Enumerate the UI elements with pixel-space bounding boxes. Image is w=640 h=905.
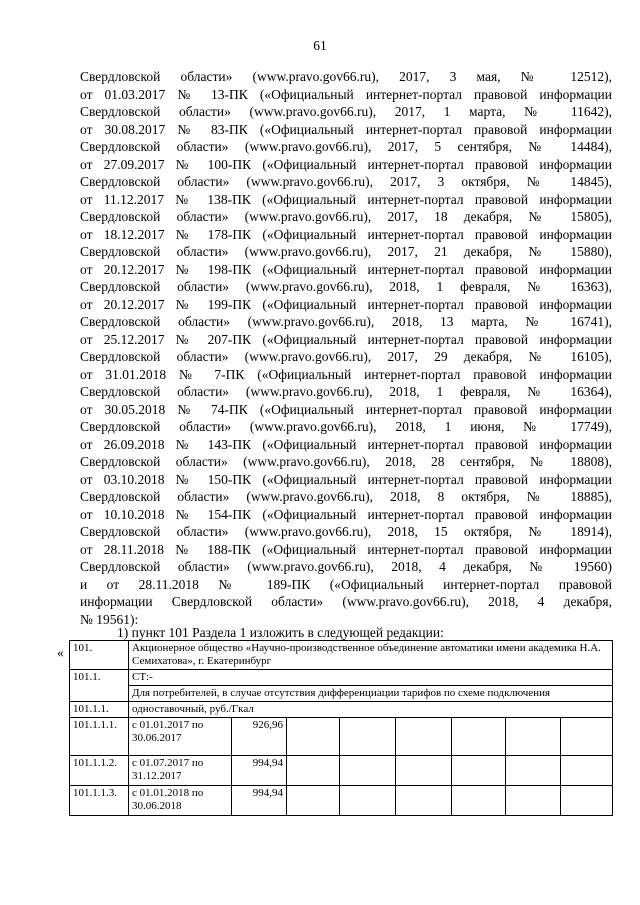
text-line: от 26.09.2018 № 143-ПК («Официальный интернет-портал правовой информации — [80, 436, 612, 452]
table-row — [70, 686, 613, 702]
period-cell: с 01.01.2018 по 30.06.2018 — [129, 786, 232, 816]
empty-cell — [452, 786, 506, 816]
table-row — [70, 670, 613, 686]
empty-cell — [561, 756, 613, 786]
text-line: от 25.12.2017 № 207-ПК («Официальный интернет-портал правовой информации — [80, 331, 612, 347]
empty-cell — [287, 786, 340, 816]
consumer-note: Для потребителей, в случае отсутствия дифференциации тарифов по схеме подключения — [129, 686, 613, 702]
text-line: № 19561): — [80, 611, 139, 627]
text-line: от 28.11.2018 № 188-ПК («Официальный интернет-портал правовой информации — [80, 541, 612, 557]
text-line: от 20.12.2017 № 198-ПК («Официальный интернет-портал правовой информации — [80, 261, 612, 277]
row-code: 101. — [70, 641, 129, 670]
page-number: 61 — [313, 38, 327, 53]
empty-cell — [396, 786, 452, 816]
text-line: от 18.12.2017 № 178-ПК («Официальный интернет-портал правовой информации — [80, 226, 612, 242]
amendment-item-title: 1) пункт 101 Раздела 1 изложить в следующей редакции: — [117, 625, 444, 640]
row-code: 101.1.1. — [70, 702, 129, 718]
text-line: от 31.01.2018 № 7-ПК («Официальный интернет-портал правовой информации — [80, 366, 612, 382]
table-row — [70, 641, 613, 670]
text-line: Свердловской области» (www.pravo.gov66.ru), 2018, 4 декабря, № 19560) — [80, 559, 612, 574]
text-line: Свердловской области» (www.pravo.gov66.ru), 2017, 3 октября, № 14845), — [80, 174, 612, 189]
empty-cell — [506, 786, 561, 816]
system-code: СТ:- — [129, 670, 613, 686]
text-line: от 30.08.2017 № 83-ПК («Официальный интернет-портал правовой информации — [80, 121, 612, 137]
empty-cell — [340, 756, 396, 786]
row-code: 101.1.1.3. — [70, 786, 129, 816]
tariff-value: 994,94 — [232, 786, 287, 816]
empty-cell — [561, 718, 613, 756]
empty-cell — [452, 718, 506, 756]
text-line: от 20.12.2017 № 199-ПК («Официальный интернет-портал правовой информации — [80, 296, 612, 312]
text-line: Свердловской области» (www.pravo.gov66.ru), 2018, 1 февраля, № 16364), — [80, 384, 612, 399]
text-line: от 27.09.2017 № 100-ПК («Официальный интернет-портал правовой информации — [80, 156, 612, 172]
text-line: Свердловской области» (www.pravo.gov66.ru), 2017, 5 сентября, № 14484), — [80, 139, 612, 154]
text-line: Свердловской области» (www.pravo.gov66.ru), 2017, 3 мая, № 12512), — [80, 69, 612, 84]
table-row — [70, 702, 613, 718]
text-line: Свердловской области» (www.pravo.gov66.ru), 2018, 13 марта, № 16741), — [80, 314, 612, 329]
table-row — [70, 756, 613, 786]
text-line: Свердловской области» (www.pravo.gov66.ru), 2018, 28 сентября, № 18808), — [80, 454, 612, 469]
text-line: Свердловской области» (www.pravo.gov66.ru), 2018, 1 июня, № 17749), — [80, 419, 612, 434]
text-line: Свердловской области» (www.pravo.gov66.ru), 2017, 29 декабря, № 16105), — [80, 349, 612, 364]
text-line: от 11.12.2017 № 138-ПК («Официальный интернет-портал правовой информации — [80, 191, 612, 207]
empty-cell — [506, 718, 561, 756]
text-line: Свердловской области» (www.pravo.gov66.ru), 2017, 1 марта, № 11642), — [80, 104, 612, 119]
empty-cell — [287, 718, 340, 756]
empty-cell — [506, 756, 561, 786]
row-code: 101.1.1.2. — [70, 756, 129, 786]
period-cell: с 01.07.2017 по 31.12.2017 — [129, 756, 232, 786]
tariff-value: 926,96 — [232, 718, 287, 756]
table-row — [70, 718, 613, 756]
empty-cell — [340, 786, 396, 816]
text-line: от 30.05.2018 № 74-ПК («Официальный интернет-портал правовой информации — [80, 401, 612, 417]
table-row — [70, 786, 613, 816]
text-line: Свердловской области» (www.pravo.gov66.ru), 2018, 1 февраля, № 16363), — [80, 279, 612, 294]
tariff-value: 994,94 — [232, 756, 287, 786]
opening-quote-mark: « — [57, 645, 64, 660]
text-line: Свердловской области» (www.pravo.gov66.ru), 2018, 15 октября, № 18914), — [80, 524, 612, 539]
text-line: Свердловской области» (www.pravo.gov66.ru), 2017, 21 декабря, № 15880), — [80, 244, 612, 259]
text-line: от 01.03.2017 № 13-ПК («Официальный интернет-портал правовой информации — [80, 86, 612, 102]
empty-cell — [396, 756, 452, 786]
organization-name: Акционерное общество «Научно-производственное объединение автоматики имени академика Н.А. Семихатова», г. Екатеринбург — [129, 641, 613, 670]
empty-cell — [340, 718, 396, 756]
empty-cell — [561, 786, 613, 816]
text-line: информации Свердловской области» (www.pravo.gov66.ru), 2018, 4 декабря, — [80, 594, 612, 609]
text-line: Свердловской области» (www.pravo.gov66.ru), 2018, 8 октября, № 18885), — [80, 489, 612, 504]
period-cell: с 01.01.2017 по 30.06.2017 — [129, 718, 232, 756]
text-line: от 03.10.2018 № 150-ПК («Официальный интернет-портал правовой информации — [80, 471, 612, 487]
row-code: 101.1.1.1. — [70, 718, 129, 756]
tariff-table — [69, 640, 613, 816]
empty-cell — [452, 756, 506, 786]
row-code: 101.1. — [70, 670, 129, 702]
empty-cell — [396, 718, 452, 756]
text-line: от 10.10.2018 № 154-ПК («Официальный интернет-портал правовой информации — [80, 506, 612, 522]
paragraph-text — [80, 68, 612, 628]
empty-cell — [287, 756, 340, 786]
text-line: и от 28.11.2018 № 189-ПК («Официальный интернет-портал правовой — [80, 576, 612, 592]
tariff-type: одноставочный, руб./Гкал — [129, 702, 613, 718]
text-line: Свердловской области» (www.pravo.gov66.ru), 2017, 18 декабря, № 15805), — [80, 209, 612, 224]
